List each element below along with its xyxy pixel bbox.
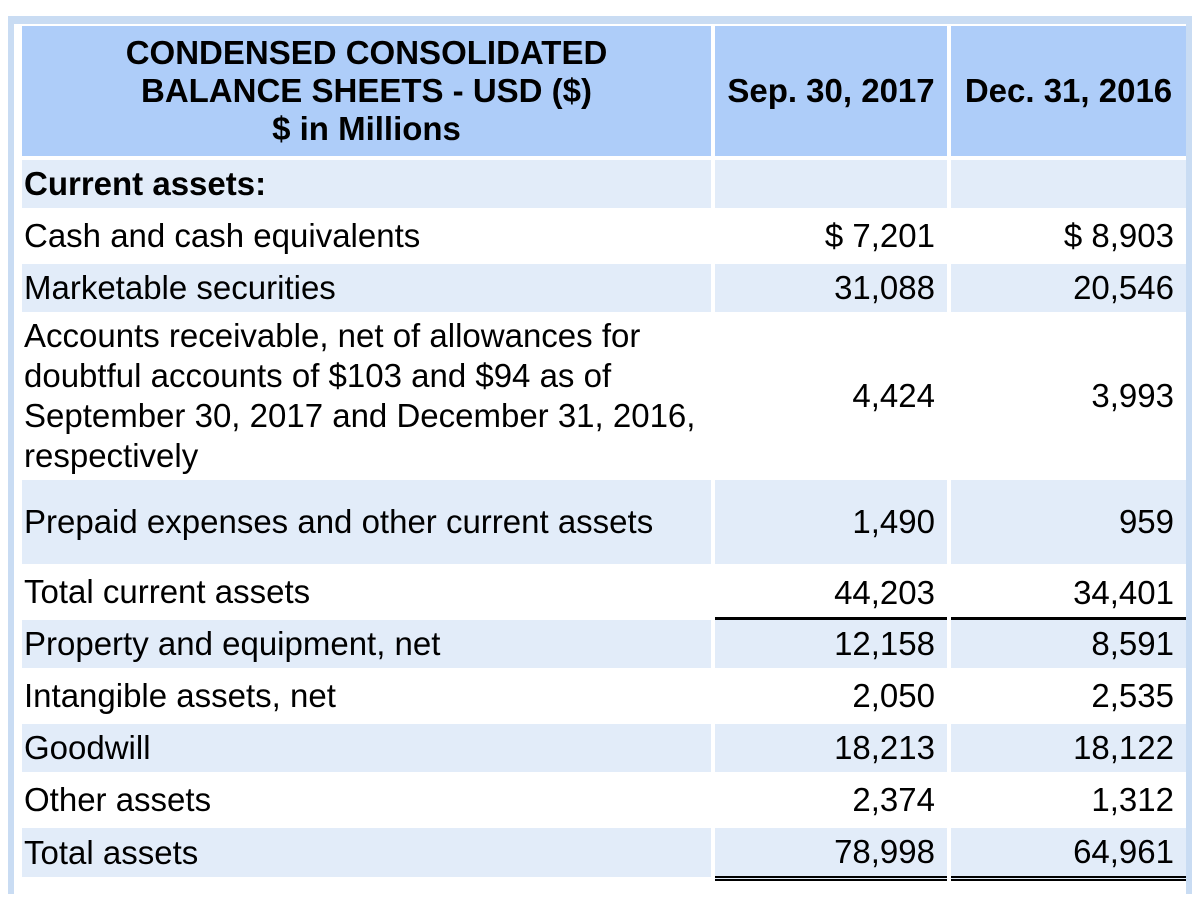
table-row [22,620,1186,672]
table-row [22,724,1186,776]
row-label: Intangible assets, net [22,672,711,724]
row-label: Property and equipment, net [22,620,711,672]
row-label: Marketable securities [22,264,711,316]
row-value-sep-2017: 78,998 [715,828,947,881]
column-header-sep-2017: Sep. 30, 2017 [715,26,947,160]
row-value-dec-2016: 20,546 [951,264,1186,316]
row-value-sep-2017: 18,213 [715,724,947,776]
table-title-line-3: $ in Millions [272,110,461,147]
table-row [22,776,1186,828]
table-row [22,480,1186,568]
row-value-dec-2016: 3,993 [951,316,1186,480]
row-value-dec-2016: 2,535 [951,672,1186,724]
table-row [22,212,1186,264]
table-row [22,828,1186,881]
row-value-dec-2016: 1,312 [951,776,1186,828]
row-value-sep-2017 [715,160,947,212]
row-value-sep-2017: 44,203 [715,568,947,620]
table-row [22,316,1186,480]
row-value-sep-2017: $ 7,201 [715,212,947,264]
table-row [22,264,1186,316]
row-label: Other assets [22,776,711,828]
row-value-dec-2016: 64,961 [951,828,1186,881]
row-value-sep-2017: 1,490 [715,480,947,568]
row-value-dec-2016: $ 8,903 [951,212,1186,264]
row-value-dec-2016 [951,160,1186,212]
row-label: Cash and cash equivalents [22,212,711,264]
balance-sheet-table [18,26,1190,881]
row-value-sep-2017: 12,158 [715,620,947,672]
row-value-sep-2017: 2,374 [715,776,947,828]
table-title [22,26,711,160]
row-label: Goodwill [22,724,711,776]
row-value-sep-2017: 4,424 [715,316,947,480]
row-value-dec-2016: 8,591 [951,620,1186,672]
row-label: Prepaid expenses and other current assets [22,480,711,568]
row-label: Total assets [22,828,711,881]
balance-sheet-frame [8,16,1192,894]
table-row [22,160,1186,212]
table-title-line-1: CONDENSED CONSOLIDATED [125,34,608,71]
row-label: Accounts receivable, net of allowances for doubtful accounts of $103 and $94 as of September 30, 2017 and December 31, 2016, respectively [22,316,711,480]
table-row [22,672,1186,724]
row-value-dec-2016: 34,401 [951,568,1186,620]
table-header-row [22,26,1186,160]
row-value-sep-2017: 31,088 [715,264,947,316]
row-value-dec-2016: 18,122 [951,724,1186,776]
row-label: Total current assets [22,568,711,620]
table-title-line-2: BALANCE SHEETS - USD ($) [140,72,593,109]
row-label: Current assets: [22,160,711,212]
row-value-sep-2017: 2,050 [715,672,947,724]
row-value-dec-2016: 959 [951,480,1186,568]
column-header-dec-2016: Dec. 31, 2016 [951,26,1186,160]
table-row [22,568,1186,620]
